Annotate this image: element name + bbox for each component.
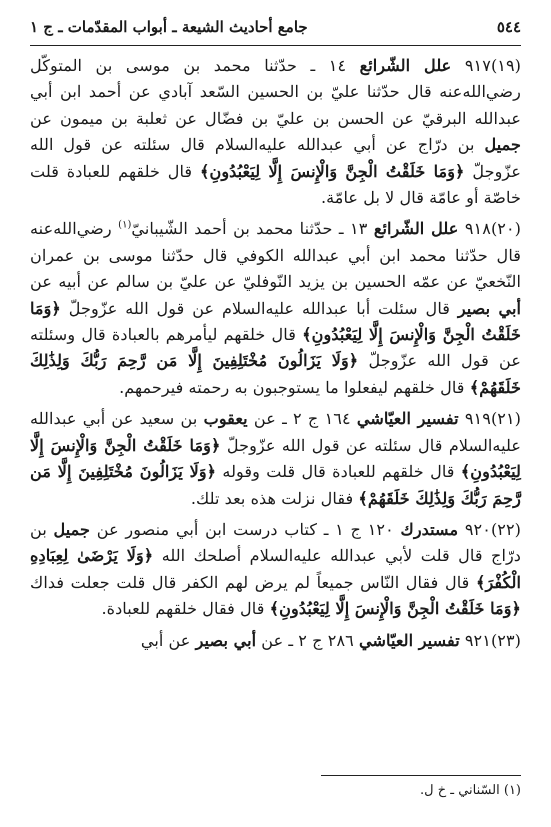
hadith-919 (30, 406, 521, 512)
page-header (30, 14, 521, 40)
hadith-text: بن درّاج عن أبي عبدالله عليه‌السلام قال سئلته عن قول الله عزّوجلّ (30, 135, 521, 181)
hadith-text: قال فقال النّاس جميعاً لم يرض لهم الكفر قال قلت جعلت فداك (30, 572, 470, 592)
page-number: ٥٤٤ (496, 18, 521, 36)
footnote: (١) السّناني ـ خ ل. (420, 783, 521, 798)
hadith-number: (٢٢)٩٢٠ (464, 519, 521, 539)
source-title: علل الشّرائع (373, 219, 459, 239)
hadith-number: (٢١)٩١٩ (464, 409, 521, 429)
quran-verse: ﴿وَلَا يَزَالُونَ مُخْتَلِفِينَ إِلَّا مَن رَّحِمَ رَبُّكَ وَلِذَٰلِكَ خَلَقَهُمْ﴾ (30, 462, 521, 508)
running-title: جامع أحاديث الشيعة ـ أبواب المقدّمات ـ ج ١ (30, 18, 308, 36)
hadith-text: قال فقال خلقهم للعبادة. (101, 599, 265, 619)
source-title: مستدرك (400, 519, 459, 539)
header-rule (30, 45, 521, 46)
hadith-text: ١٣ ـ حدّثنا محمد بن أحمد الشّيبانيّ (131, 219, 368, 239)
footnote-rule (321, 775, 521, 776)
quran-verse: ﴿وَلَا يَرْضَىٰ لِعِبَادِهِ الْكُفْرَ﴾ (30, 546, 521, 592)
hadith-text: ١٢٠ ج ١ ـ كتاب درست ابن أبي منصور عن (96, 519, 394, 539)
narrator-name: جميل (484, 135, 521, 155)
source-title: تفسير العيّاشي (359, 630, 460, 650)
hadith-920 (30, 517, 521, 623)
hadith-text: ١٦٤ ج ٢ ـ عن (253, 409, 351, 429)
quran-verse: ﴿وَمَا خَلَقْتُ الْجِنَّ وَالْإِنسَ إِلَّا لِيَعْبُدُونِ﴾ (269, 599, 521, 619)
hadith-text: بن درّاج قال قلت لأبي عبدالله عليه‌السلام أصلحك الله (30, 519, 521, 566)
source-title: علل الشّرائع (359, 56, 452, 75)
footnote-reference: (١) (118, 220, 132, 232)
narrator-name: يعقوب (203, 409, 248, 429)
hadith-text: بن سعيد عن أبي عبدالله عليه‌السلام قال سئلته عن قول الله عزّوجلّ (30, 409, 521, 455)
quran-verse: ﴿وَمَا خَلَقْتُ الْجِنَّ وَالْإِنسَ إِلَّا لِيَعْبُدُونِ﴾ (199, 161, 465, 181)
narrator-name: أبي بصير (457, 298, 521, 318)
hadith-text: قال خلقهم للعبادة قال قلت وقوله (222, 462, 455, 482)
hadith-text: ٢٨٦ ج ٢ ـ عن (261, 630, 354, 650)
hadith-number: (١٩)٩١٧ (464, 56, 521, 75)
hadith-text: عن أبي (140, 630, 191, 650)
hadith-text: رضي‌الله‌عنه قال حدّثنا محمد ابن أبي عبدالله الكوفي قال حدّثنا موسى بن عمران النّخعيّ عن عمّه الحسين بن يزيد النّوفليّ عن عليّ بن سالم عن أبيه عن (30, 219, 521, 292)
hadith-text: قال خلقهم ليفعلوا ما يستوجبون به رحمته فيرحمهم. (119, 377, 465, 397)
narrator-name: جميل (53, 519, 91, 539)
hadith-text: قال خلقهم ليأمرهم بالعبادة قال وسئلته عن قول الله عزّوجلّ (30, 325, 521, 371)
narrator-name: أبي بصير (195, 630, 257, 650)
hadith-918 (30, 216, 521, 401)
quran-verse: ﴿وَمَا خَلَقْتُ الْجِنَّ وَالْإِنسَ إِلَّا لِيَعْبُدُونِ﴾ (30, 435, 521, 482)
hadith-917 (30, 53, 521, 211)
quran-verse: ﴿وَلَا يَزَالُونَ مُخْتَلِفِينَ إِلَّا مَن رَّحِمَ رَبُّكَ وَلِذَٰلِكَ خَلَقَهُمْ﴾ (30, 351, 521, 397)
source-title: تفسير العيّاشي (356, 409, 459, 429)
hadith-text: ١٤ ـ حدّثنا محمد بن موسى بن المتوكّل رضي‌الله‌عنه قال حدّثنا عليّ بن الحسين السّعد آبادي عن أحمد ابن أبي عبدالله البرقيّ عن الحسن بن عليّ بن فضّال عن ثعلبة بن ميمون عن (30, 56, 521, 128)
hadith-921 (30, 628, 521, 654)
hadith-number: (٢٣)٩٢١ (464, 630, 521, 650)
hadith-text: قال سئلت أبا عبدالله عليه‌السلام عن قول الله عزّوجلّ (68, 298, 450, 318)
hadith-number: (٢٠)٩١٨ (464, 219, 521, 239)
hadith-text: فقال نزلت هذه بعد تلك. (190, 488, 354, 508)
hadith-text: قال خلقهم للعبادة قلت خاصّة أو عامّة قال لا بل عامّة. (30, 161, 521, 208)
quran-verse: ﴿وَمَا خَلَقْتُ الْجِنَّ وَالْإِنسَ إِلَّا لِيَعْبُدُونِ﴾ (30, 298, 521, 345)
page-body (30, 53, 521, 659)
